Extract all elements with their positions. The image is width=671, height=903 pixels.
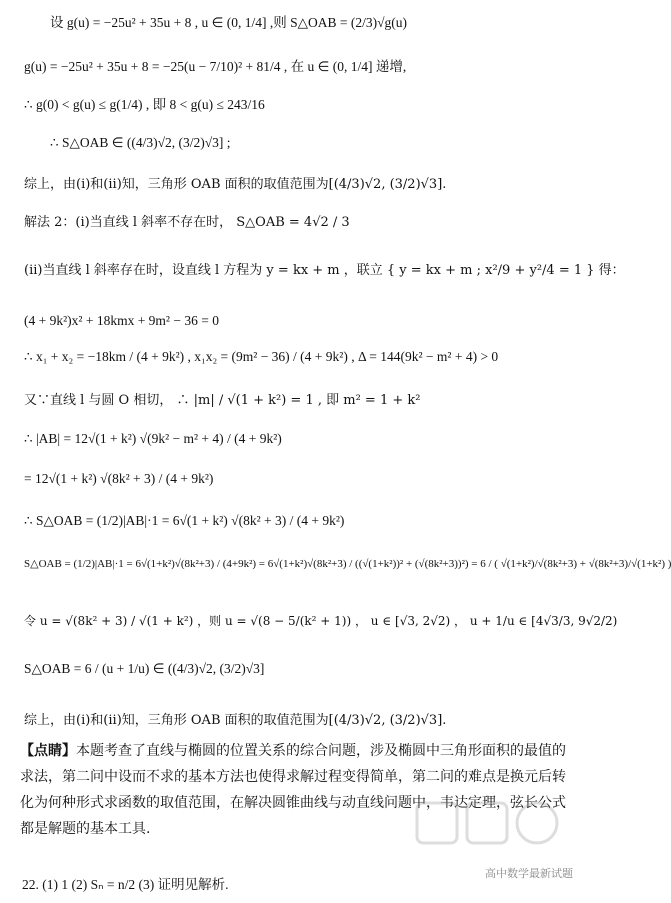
comment-text: 本题考查了直线与椭圆的位置关系的综合问题，涉及椭圆中三角形面积的最值的求法，第二问中设而不求的基本方法也使得求解过程变得简单，第二问的难点是换元后转化为何种形式求函数的取值范围，在解决圆锥曲线与动直线问题中，韦达定理，弦长公式都是解题的基本工具. xyxy=(20,743,566,837)
math-line-13: ∴ S△OAB = (1/2)|AB|·1 = 6√(1 + k²) √(8k² + 3) / (4 + 9k²) xyxy=(24,513,345,528)
math-line-14: S△OAB = (1/2)|AB|·1 = 6√(1+k²)√(8k²+3) / (4+9k²) = 6√(1+k²)√(8k²+3) / ((√(1+k²))² + (√(8k²+3))²) = 6 / ( √(1+k²)/√(8k²+3) + √(8k²+3)/√(1+k²) ) xyxy=(24,558,671,570)
comment-label: 【点睛】 xyxy=(20,743,76,759)
watermark xyxy=(411,793,571,853)
math-line-8: (4 + 9k²)x² + 18kmx + 9m² − 36 = 0 xyxy=(24,313,219,328)
math-line-4: ∴ S△OAB ∈ ((4/3)√2, (3/2)√3] ; xyxy=(50,135,231,150)
math-line-9: ∴ x₁ + x₂ = −18km / (4 + 9k²) , x₁x₂ = (9m² − 36) / (4 + 9k²) , Δ = 144(9k² − m² + 4) > 0 xyxy=(24,349,499,364)
math-line-15: 令 u = √(8k² + 3) / √(1 + k²) ，则 u = √(8 − 5/(k² + 1)) ， u ∈ [√3, 2√2) ， u + 1/u ∈ [4√3/3, 9√2/2) xyxy=(24,614,618,628)
math-line-2: g(u) = −25u² + 35u + 8 = −25(u − 7/10)² + 81/4 , 在 u ∈ (0, 1/4] 递增, xyxy=(24,59,407,74)
watermark-logo-icon xyxy=(411,793,571,853)
answer-22: 22. (1) 1 (2) Sₙ = n/2 (3) 证明见解析. xyxy=(22,877,229,892)
math-line-7: (ii)当直线 l 斜率存在时，设直线 l 方程为 y = kx + m ，联立 { y = kx + m ; x²/9 + y²/4 = 1 } 得： xyxy=(24,263,625,278)
math-line-11: ∴ |AB| = 12√(1 + k²) √(9k² − m² + 4) / (4 + 9k²) xyxy=(24,431,282,446)
watermark-caption: 高中数学最新试题 xyxy=(485,867,573,880)
math-line-16: S△OAB = 6 / (u + 1/u) ∈ ((4/3)√2, (3/2)√3] xyxy=(24,661,265,676)
conclusion-line-1: 综上，由(i)和(ii)知，三角形 OAB 面积的取值范围为[(4/3)√2, (3/2)√3]. xyxy=(24,177,447,192)
conclusion-line-2: 综上，由(i)和(ii)知，三角形 OAB 面积的取值范围为[(4/3)√2, (3/2)√3]. xyxy=(24,713,447,728)
solution2-header: 解法 2：(i)当直线 l 斜率不存在时， S△OAB = 4√2 / 3 xyxy=(24,215,350,230)
math-line-1: 设 g(u) = −25u² + 35u + 8 , u ∈ (0, 1/4] ,则 S△OAB = (2/3)√g(u) xyxy=(50,15,408,30)
math-line-3: ∴ g(0) < g(u) ≤ g(1/4) , 即 8 < g(u) ≤ 243/16 xyxy=(24,97,265,112)
math-line-10: 又∵直线 l 与圆 O 相切， ∴ |m| / √(1 + k²) = 1 , 即 m² = 1 + k² xyxy=(24,393,421,408)
math-line-12: = 12√(1 + k²) √(8k² + 3) / (4 + 9k²) xyxy=(24,471,214,486)
